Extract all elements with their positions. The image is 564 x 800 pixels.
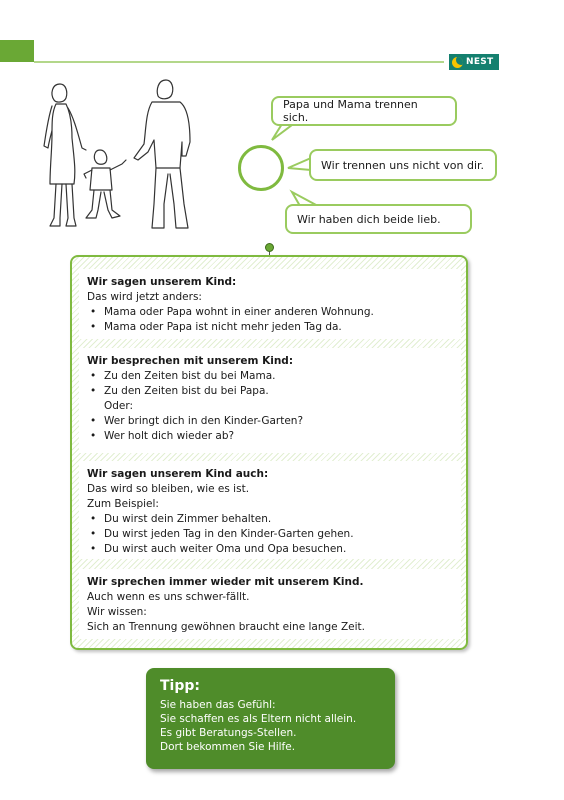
logo-text: NEST <box>466 57 494 67</box>
section-tell-child <box>79 269 461 339</box>
section-heading: Wir besprechen mit unserem Kind: <box>87 355 294 367</box>
list-item: • Mama oder Papa ist nicht mehr jeden Tag da. <box>87 320 461 335</box>
section-heading: Wir sagen unserem Kind: <box>87 276 237 288</box>
header-rule <box>34 61 444 63</box>
section-line: Wir wissen: <box>87 606 147 618</box>
speaker-circle <box>238 145 284 191</box>
tipp-title: Tipp: <box>160 678 200 694</box>
nest-logo <box>449 54 499 70</box>
speech-bubble <box>271 96 457 126</box>
section-stays-same <box>79 461 461 559</box>
section-line: Sich an Trennung gewöhnen braucht eine lange Zeit. <box>87 621 365 633</box>
tipp-line: Sie haben das Gefühl: <box>160 699 276 711</box>
tipp-line: Es gibt Beratungs-Stellen. <box>160 727 297 739</box>
family-illustration <box>38 78 208 238</box>
list-item: • Wer bringt dich in den Kinder-Garten? <box>87 414 461 429</box>
bullet-list <box>87 512 461 557</box>
note-card <box>70 255 468 650</box>
pin-icon <box>265 243 274 252</box>
bubble-text: Papa und Mama trennen sich. <box>283 98 418 124</box>
bubble-text: Wir trennen uns nicht von dir. <box>321 158 485 172</box>
list-item: • Zu den Zeiten bist du bei Papa. <box>87 384 461 399</box>
section-line: Das wird so bleiben, wie es ist. <box>87 483 250 495</box>
sun-icon <box>452 57 463 68</box>
bullet-list <box>87 369 461 444</box>
section-keep-talking <box>79 569 461 639</box>
list-item: • Du wirst jeden Tag in den Kinder-Garten gehen. <box>87 527 461 542</box>
section-heading: Wir sprechen immer wieder mit unserem Kind. <box>87 576 364 588</box>
tipp-box <box>146 668 395 769</box>
section-line: Das wird jetzt anders: <box>87 291 202 303</box>
tipp-line: Sie schaffen es als Eltern nicht allein. <box>160 713 357 725</box>
list-item: • Du wirst auch weiter Oma und Opa besuchen. <box>87 542 461 557</box>
section-line: Auch wenn es uns schwer-fällt. <box>87 591 250 603</box>
tipp-line: Dort bekommen Sie Hilfe. <box>160 741 296 753</box>
bullet-list <box>87 305 461 335</box>
list-item: Oder: <box>104 400 134 412</box>
speech-bubble <box>285 204 472 234</box>
list-item: • Zu den Zeiten bist du bei Mama. <box>87 369 461 384</box>
bubble-text: Wir haben dich beide lieb. <box>297 212 441 226</box>
list-item: • Wer holt dich wieder ab? <box>87 429 461 444</box>
list-item: • Du wirst dein Zimmer behalten. <box>87 512 461 527</box>
list-item: • Mama oder Papa wohnt in einer anderen Wohnung. <box>87 305 461 320</box>
section-discuss <box>79 348 461 453</box>
chapter-tab <box>0 40 34 62</box>
section-heading: Wir sagen unserem Kind auch: <box>87 468 269 480</box>
speech-bubble <box>309 149 497 181</box>
section-line: Zum Beispiel: <box>87 498 159 510</box>
